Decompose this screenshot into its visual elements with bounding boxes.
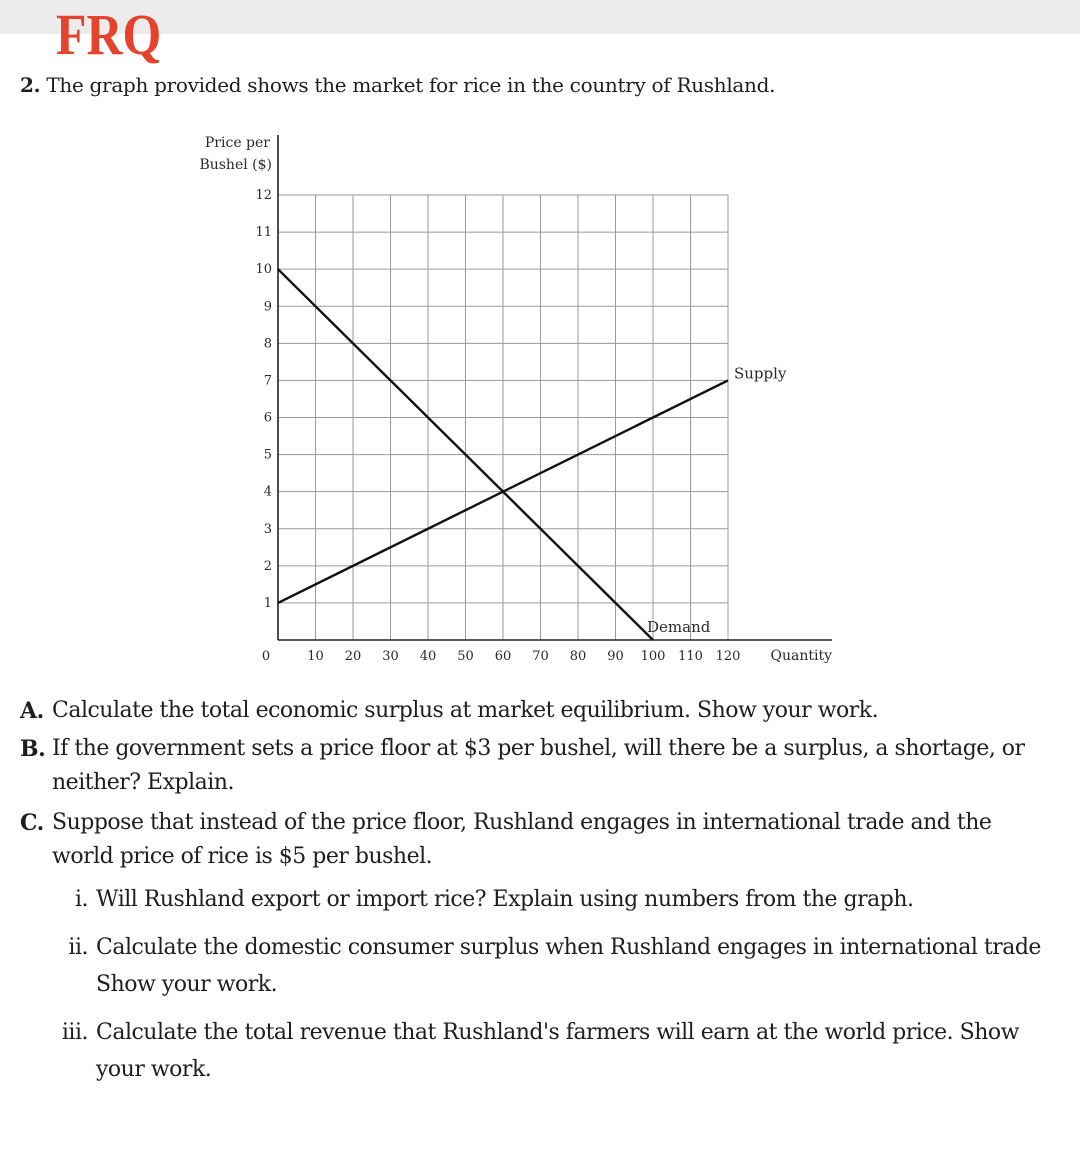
x-tick-label: 120 bbox=[715, 649, 741, 664]
y-tick-label: 10 bbox=[255, 262, 272, 278]
question-stem bbox=[20, 71, 775, 99]
x-tick-label: 70 bbox=[532, 649, 549, 664]
subpart-ii-text-line2: Show your work. bbox=[96, 972, 278, 997]
x-tick-label: 60 bbox=[494, 649, 512, 664]
part-c-text-line2: world price of rice is $5 per bushel. bbox=[52, 844, 433, 869]
y-tick-label: 3 bbox=[263, 521, 272, 537]
part-b-text-line1: If the government sets a price floor at $3 per bushel, will there be a surplus, a shortage, or bbox=[52, 736, 1025, 761]
y-tick-label: 8 bbox=[263, 336, 272, 352]
x-tick-label: 40 bbox=[419, 649, 437, 664]
x-axis-label: Quantity bbox=[770, 648, 832, 664]
question-text: The graph provided shows the market for rice in the country of Rushland. bbox=[46, 73, 776, 97]
frq-heading: FRQ bbox=[56, 2, 162, 67]
part-a-letter: A. bbox=[20, 698, 44, 724]
y-tick-label: 5 bbox=[263, 447, 272, 463]
y-tick-label: 4 bbox=[263, 484, 272, 500]
y-tick-label: 12 bbox=[255, 188, 272, 203]
part-a-text: Calculate the total economic surplus at market equilibrium. Show your work. bbox=[52, 698, 879, 723]
x-tick-label: 80 bbox=[569, 649, 587, 664]
x-tick-label: 20 bbox=[344, 649, 362, 664]
subpart-i-text: Will Rushland export or import rice? Explain using numbers from the graph. bbox=[96, 887, 914, 912]
y-axis-label: Price per bbox=[204, 135, 270, 151]
subpart-iii-text-line2: your work. bbox=[96, 1057, 212, 1082]
y-axis-label: Bushel ($) bbox=[199, 157, 272, 173]
top-bar bbox=[0, 0, 1080, 34]
y-tick-label: 6 bbox=[263, 410, 272, 426]
x-tick-label: 30 bbox=[382, 649, 399, 664]
part-b-text-line2: neither? Explain. bbox=[52, 770, 234, 795]
y-tick-label: 11 bbox=[255, 225, 272, 241]
subpart-i-numeral: i. bbox=[74, 887, 88, 912]
part-c-letter: C. bbox=[20, 810, 44, 836]
x-tick-label: 10 bbox=[307, 649, 324, 664]
x-tick-label: 50 bbox=[457, 649, 474, 664]
part-c-text-line1: Suppose that instead of the price floor, Rushland engages in international trade and the bbox=[52, 810, 992, 835]
part-b-letter: B. bbox=[20, 736, 46, 762]
demand-label: Demand bbox=[647, 618, 711, 636]
rice-market-graph bbox=[180, 125, 840, 670]
x-tick-label: 90 bbox=[607, 649, 624, 664]
subpart-iii-numeral: iii. bbox=[61, 1020, 88, 1045]
subpart-iii-text-line1: Calculate the total revenue that Rushland's farmers will earn at the world price. Show bbox=[96, 1020, 1019, 1045]
x-tick-label: 100 bbox=[640, 649, 666, 664]
subpart-ii-numeral: ii. bbox=[68, 935, 88, 960]
question-number: 2. bbox=[20, 73, 41, 97]
y-tick-label: 2 bbox=[263, 558, 272, 574]
y-tick-label: 1 bbox=[263, 595, 272, 611]
y-tick-label: 7 bbox=[263, 373, 272, 389]
y-tick-label: 9 bbox=[263, 299, 272, 315]
x-tick-label: 110 bbox=[678, 649, 703, 664]
origin-label: 0 bbox=[261, 649, 271, 664]
supply-label: Supply bbox=[734, 364, 787, 383]
subpart-ii-text-line1: Calculate the domestic consumer surplus when Rushland engages in international trade bbox=[96, 935, 1041, 960]
